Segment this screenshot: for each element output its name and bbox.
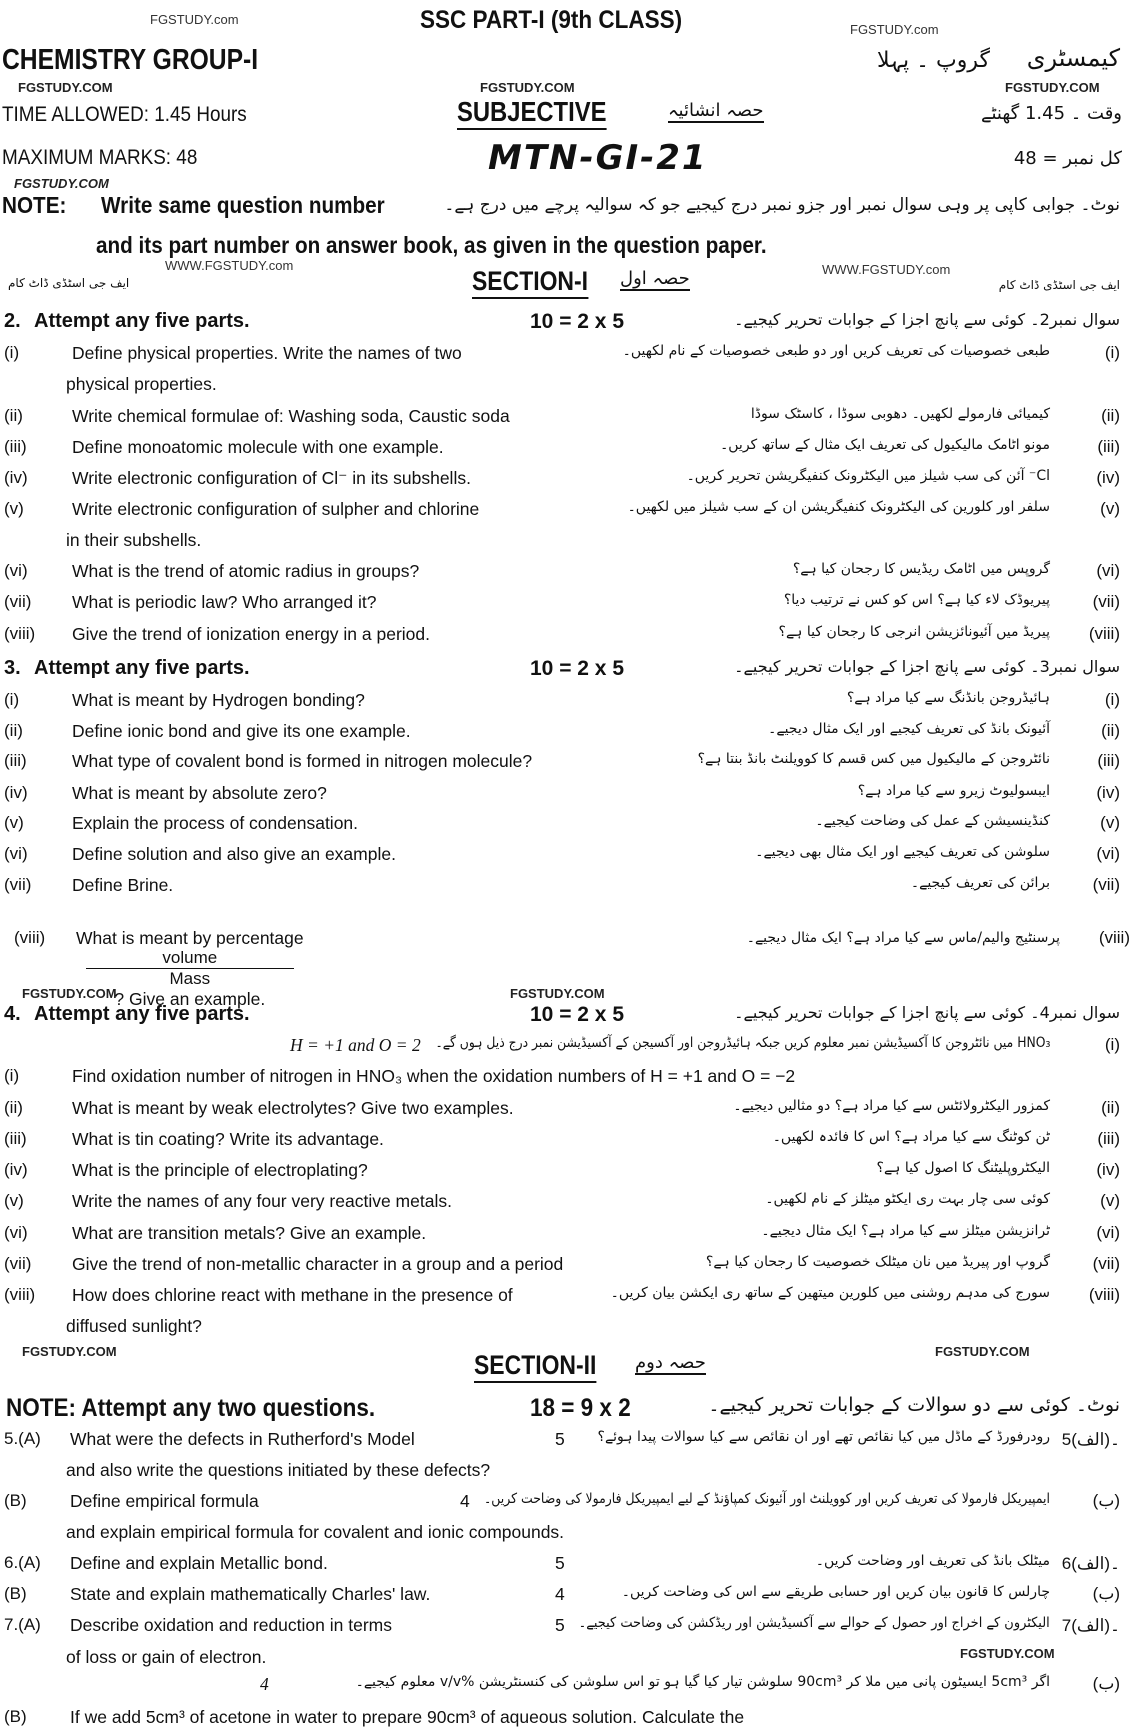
exam-title: SSC PART-I (9th CLASS) — [420, 6, 683, 34]
watermark: FGSTUDY.COM — [960, 1646, 1055, 1661]
question-text-urdu: سوال نمبر4۔ کوئی سے پانچ اجزا کے جوابات تحریر کیجیے۔ — [734, 1003, 1120, 1022]
question-row — [0, 1223, 1130, 1249]
watermark: FGSTUDY.COM — [510, 986, 605, 1001]
fraction — [86, 948, 294, 989]
question-number-urdu-side: (iv) — [1096, 783, 1120, 802]
question-text: Define physical properties. Write the names of two — [72, 343, 462, 363]
question-marks: 10 = 2 x 5 — [530, 1003, 624, 1026]
question-text-urdu: اگر 5cm³ ایسیٹون پانی میں ملا کر 90cm³ سلوشن تیار کیا گیا ہو تو اس سلوشن کی کنسنٹریشن %v/v معلوم کیجیے۔ — [355, 1674, 1050, 1690]
question-number: (vii) — [4, 875, 32, 894]
question-number-urdu-side: 6۔(الف) — [1061, 1554, 1120, 1573]
watermark: FGSTUDY.COM — [22, 986, 117, 1001]
question-text-urdu: کمزور الیکٹرولائٹس سے کیا مراد ہے؟ دو مثالیں دیجیے۔ — [733, 1098, 1050, 1114]
question-text: What were the defects in Rutherford's Model — [70, 1429, 415, 1449]
question-row — [0, 1522, 1130, 1548]
question-marks: 5 — [555, 1553, 565, 1573]
question-number-urdu-side: (viii) — [1088, 624, 1120, 643]
question-text: Write chemical formulae of: Washing soda, Caustic soda — [72, 406, 510, 426]
question-row — [0, 657, 1130, 683]
question-number-urdu-side: (iv) — [1096, 1160, 1120, 1179]
question-text-urdu: مونو اٹامک مالیکیول کی تعریف ایک مثال کے ساتھ کریں۔ — [720, 437, 1050, 453]
question-row — [0, 1460, 1130, 1486]
question-number: (viii) — [4, 1285, 36, 1304]
question-number-urdu-side: (iv) — [1096, 468, 1120, 487]
question-text-urdu: الیکٹرون کے اخراج اور حصول کے حوالے سے آکسیڈیشن اور ریڈکشن کی وضاحت کیجیے۔ — [578, 1615, 1050, 1631]
question-text-urdu: کیمیائی فارمولے لکھیں۔ دھوبی سوڈا ، کاسٹک سوڈا — [750, 406, 1050, 422]
urdu-watermark: ایف جی اسٹڈی ڈاٹ کام — [8, 276, 130, 290]
question-number: (ii) — [4, 721, 23, 740]
question-row — [0, 1707, 1130, 1733]
section-1-title: SECTION-I — [472, 266, 588, 299]
question-text: Explain the process of condensation. — [72, 813, 359, 833]
marks-urdu: کل نمبر = 48 — [1013, 148, 1122, 169]
question-row — [0, 1003, 1130, 1029]
question-row — [0, 561, 1130, 587]
question-text-urdu: کوئی سی چار بہت ری ایکٹو میٹلز کے نام لکھیں۔ — [765, 1191, 1050, 1207]
question-number-urdu-side: (v) — [1100, 499, 1120, 518]
question-number-urdu-side: (viii) — [1088, 1285, 1120, 1304]
question-row — [0, 499, 1130, 525]
question-number: (viii) — [14, 928, 46, 947]
question-number: 7.(A) — [4, 1615, 41, 1634]
question-text: Give the trend of ionization energy in a period. — [72, 624, 430, 644]
question-text: Attempt any five parts. — [34, 1003, 250, 1025]
question-text: Write electronic configuration of Cl⁻ in its subshells. — [72, 468, 471, 488]
question-row — [0, 1098, 1130, 1124]
question-text: Define solution and also give an example. — [72, 844, 396, 864]
question-number-urdu-side: (ب) — [1092, 1674, 1120, 1693]
question-row — [0, 406, 1130, 432]
question-number-urdu-side: 7۔(الف) — [1061, 1616, 1120, 1635]
question-text: diffused sunlight? — [66, 1316, 202, 1336]
question-number: (i) — [4, 343, 20, 362]
question-text: and also write the questions initiated by these defects? — [66, 1460, 491, 1480]
question-row — [0, 1316, 1130, 1342]
question-row — [0, 1553, 1130, 1579]
question-row — [0, 690, 1130, 716]
question-row — [0, 751, 1130, 777]
watermark: WWW.FGSTUDY.com — [822, 262, 951, 277]
question-number-urdu-side: (i) — [1104, 1035, 1120, 1054]
note-label: NOTE: — [2, 192, 67, 218]
question-text-urdu: برائن کی تعریف کیجیے۔ — [910, 875, 1050, 891]
question-text-urdu: HNO₃ میں نائٹروجن کا آکسیڈیشن نمبر معلوم کریں جبکہ ہائیڈروجن اور آکسیجن کے آکسیڈیشن نمبر درج ذیل ہوں گے۔ — [435, 1035, 1050, 1051]
question-number: (iv) — [4, 468, 28, 487]
question-text: physical properties. — [66, 374, 217, 394]
question-row — [0, 721, 1130, 747]
fraction-denominator: Mass — [169, 969, 211, 988]
question-number-urdu-side: (ii) — [1101, 406, 1120, 425]
question-number-urdu-side: (iii) — [1097, 437, 1120, 456]
question-text-urdu: نائٹروجن کے مالیکیول میں کس قسم کا کوویلنٹ بانڈ بنتا ہے؟ — [697, 751, 1050, 767]
question-text-pre: What is meant by percentage — [76, 928, 304, 948]
question-number: (B) — [4, 1707, 27, 1726]
question-text: Define ionic bond and give its one example. — [72, 721, 411, 741]
question-number: (vi) — [4, 844, 28, 863]
watermark: FGSTUDY.COM — [14, 176, 109, 191]
question-text: What is tin coating? Write its advantage. — [72, 1129, 384, 1149]
question-marks: 5 — [555, 1429, 565, 1449]
question-text-urdu: ہائیڈروجن بانڈنگ سے کیا مراد ہے؟ — [846, 690, 1050, 706]
question-text-urdu: طبعی خصوصیات کی تعریف کریں اور دو طبعی خصوصیات کے نام لکھیں۔ — [622, 343, 1050, 359]
question-text — [76, 928, 304, 1009]
question-row — [0, 1191, 1130, 1217]
question-row — [0, 1584, 1130, 1610]
question-row — [0, 343, 1130, 369]
paper-type-urdu: حصہ انشائیہ — [668, 100, 764, 121]
question-text: Write the names of any four very reactive metals. — [72, 1191, 452, 1211]
question-text: Write electronic configuration of sulpher and chlorine — [72, 499, 480, 519]
question-text: How does chlorine react with methane in the presence of — [72, 1285, 513, 1305]
question-text: Find oxidation number of nitrogen in HNO₃ when the oxidation numbers of H = +1 and O = −2 — [72, 1066, 796, 1086]
question-number: (viii) — [4, 624, 36, 643]
question-number: (iv) — [4, 783, 28, 802]
handwritten-code: MTN-GI-21 — [488, 138, 708, 178]
question-text-urdu: رودرفورڈ کے ماڈل میں کیا نقائص تھے اور ان نقائص سے کیا سوالات پیدا ہوئے؟ — [597, 1429, 1050, 1445]
question-row — [0, 1066, 1130, 1092]
time-urdu: وقت ۔ 1.45 گھنٹے — [980, 103, 1122, 124]
section-2-note: NOTE: Attempt any two questions. — [6, 1394, 376, 1422]
question-text: What is meant by Hydrogen bonding? — [72, 690, 365, 710]
question-marks: 10 = 2 x 5 — [530, 310, 624, 333]
urdu-watermark: ایف جی اسٹڈی ڈاٹ کام — [998, 278, 1120, 292]
question-number: (v) — [4, 499, 24, 518]
question-text-urdu: سوال نمبر2۔ کوئی سے پانچ اجزا کے جوابات تحریر کیجیے۔ — [734, 310, 1120, 329]
question-row — [0, 1285, 1130, 1311]
section-1-title-urdu: حصہ اول — [620, 268, 690, 289]
question-number-urdu-side: (ب) — [1092, 1584, 1120, 1603]
question-number-urdu-side: (i) — [1104, 343, 1120, 362]
section-2-title-urdu: حصہ دوم — [635, 1352, 706, 1373]
question-text-urdu: سورج کی مدہم روشنی میں کلورین میتھین کے ساتھ ری ایکشن بیان کریں۔ — [610, 1285, 1050, 1301]
maximum-marks: MAXIMUM MARKS: 48 — [2, 146, 198, 169]
question-text: and explain empirical formula for covalent and ionic compounds. — [66, 1522, 565, 1542]
question-text-urdu: ایبسولیوٹ زیرو سے کیا مراد ہے؟ — [857, 783, 1050, 799]
question-number: (v) — [4, 1191, 24, 1210]
question-row — [0, 1429, 1130, 1455]
question-text-urdu: ٹرانزیشن میٹلز سے کیا مراد ہے؟ ایک مثال دیجیے۔ — [761, 1223, 1050, 1239]
question-number-urdu-side: (ii) — [1101, 721, 1120, 740]
question-number-urdu-side: (iii) — [1097, 1129, 1120, 1148]
question-text-urdu: پرسنٹیج والیم/ماس سے کیا مراد ہے؟ ایک مثال دیجیے۔ — [746, 930, 1060, 946]
question-marks: 4 — [260, 1674, 269, 1694]
question-number-urdu-side: (iii) — [1097, 751, 1120, 770]
question-number-urdu-side: (vii) — [1092, 875, 1120, 894]
note-text-line2: and its part number on answer book, as given in the question paper. — [96, 232, 767, 258]
question-text: What are transition metals? Give an example. — [72, 1223, 427, 1243]
question-number-urdu-side: (vii) — [1092, 592, 1120, 611]
question-row — [0, 1674, 1130, 1700]
question-number: (vi) — [4, 561, 28, 580]
question-text: Define empirical formula — [70, 1491, 259, 1511]
group-urdu: گروپ ۔ پہلا — [877, 48, 990, 73]
question-number-urdu-side: (vii) — [1092, 1254, 1120, 1273]
question-number: (iv) — [4, 1160, 28, 1179]
question-text: Give the trend of non-metallic character in a group and a period — [72, 1254, 564, 1274]
question-row — [0, 1160, 1130, 1186]
question-number: (iii) — [4, 1129, 27, 1148]
paper-type: SUBJECTIVE — [457, 96, 606, 130]
question-text: If we add 5cm³ of acetone in water to prepare 90cm³ of aqueous solution. Calculate the — [70, 1707, 745, 1727]
question-number: (iii) — [4, 437, 27, 456]
question-text: in their subshells. — [66, 530, 202, 550]
question-text: What is meant by absolute zero? — [72, 783, 327, 803]
question-text-urdu: الیکٹروپلیٹنگ کا اصول کیا ہے؟ — [876, 1160, 1050, 1176]
question-number: (ii) — [4, 406, 23, 425]
question-row — [0, 1491, 1130, 1517]
question-marks: H = +1 and O = 2 — [290, 1035, 421, 1055]
question-text-urdu: میٹلک بانڈ کی تعریف اور وضاحت کریں۔ — [815, 1553, 1050, 1569]
question-row — [0, 844, 1130, 870]
watermark: FGSTUDY.com — [850, 22, 939, 37]
question-text-urdu: ایمپیریکل فارمولا کی تعریف کریں اور کوویلنٹ اور آئیونک کمپاؤنڈ کے لیے ایمپیریکل فارمولا کی وضاحت کریں۔ — [484, 1491, 1050, 1507]
question-row — [0, 875, 1130, 901]
question-text: What is periodic law? Who arranged it? — [72, 592, 377, 612]
question-text-post: ? Give an example. — [114, 989, 266, 1009]
note-urdu: نوٹ۔ جوابی کاپی پر وہی سوال نمبر اور جزو نمبر درج کیجیے جو کہ سوالیہ پرچے میں درج ہے۔ — [444, 195, 1120, 215]
question-text: of loss or gain of electron. — [66, 1647, 267, 1667]
question-number: 3. — [4, 657, 21, 679]
question-number-urdu-side: (viii) — [1098, 928, 1130, 947]
question-number: (B) — [4, 1491, 27, 1510]
question-row — [0, 1254, 1130, 1280]
section-2-note-urdu: نوٹ۔ کوئی سے دو سوالات کے جوابات تحریر کیجیے۔ — [708, 1394, 1120, 1416]
question-text-urdu: سلفر اور کلورین کی الیکٹرونک کنفیگریشن ان کے سب شیلز میں لکھیں۔ — [627, 499, 1050, 515]
note-text-line1: Write same question number — [101, 192, 385, 218]
question-text: Describe oxidation and reduction in terms — [70, 1615, 392, 1635]
question-row — [0, 374, 1130, 400]
time-allowed: TIME ALLOWED: 1.45 Hours — [2, 103, 247, 126]
question-text: What is the trend of atomic radius in groups? — [72, 561, 420, 581]
question-number-urdu-side: (ب) — [1092, 1491, 1120, 1510]
question-row — [0, 530, 1130, 556]
question-text-urdu: چارلس کا قانون بیان کریں اور حسابی طریقے سے اس کی وضاحت کریں۔ — [621, 1584, 1050, 1600]
question-row — [0, 1647, 1130, 1673]
question-marks: 5 — [555, 1615, 565, 1635]
question-text-urdu: پیریڈ میں آئیونائزیشن انرجی کا رجحان کیا ہے؟ — [778, 624, 1050, 640]
question-marks: 4 — [460, 1491, 470, 1511]
question-number-urdu-side: (i) — [1104, 690, 1120, 709]
question-text: State and explain mathematically Charles' law. — [70, 1584, 431, 1604]
question-row — [0, 592, 1130, 618]
question-number: (vi) — [4, 1223, 28, 1242]
question-text-urdu: سوال نمبر3۔ کوئی سے پانچ اجزا کے جوابات تحریر کیجیے۔ — [734, 657, 1120, 676]
question-number: (ii) — [4, 1098, 23, 1117]
question-text-urdu: گروپ اور پیریڈ میں نان میٹلک خصوصیت کا رجحان کیا ہے؟ — [705, 1254, 1050, 1270]
question-number-urdu-side: (v) — [1100, 1191, 1120, 1210]
question-row — [0, 1615, 1130, 1641]
question-row — [0, 1035, 1130, 1061]
question-number: 4. — [4, 1003, 21, 1025]
question-row — [0, 624, 1130, 650]
question-text-urdu: گروپس میں اٹامک ریڈیس کا رجحان کیا ہے؟ — [792, 561, 1050, 577]
question-row — [0, 813, 1130, 839]
question-marks: 4 — [555, 1584, 565, 1604]
section-2-title: SECTION-II — [474, 1350, 596, 1383]
question-text-urdu: کنڈینسیشن کے عمل کی وضاحت کیجیے۔ — [815, 813, 1050, 829]
question-text-urdu: آئیونک بانڈ کی تعریف کیجیے اور ایک مثال دیجیے۔ — [768, 721, 1050, 737]
watermark: WWW.FGSTUDY.com — [165, 258, 294, 273]
question-text: What is the principle of electroplating? — [72, 1160, 368, 1180]
question-number: (i) — [4, 1066, 20, 1085]
subject-title: CHEMISTRY GROUP-I — [2, 44, 259, 76]
question-number-urdu-side: (ii) — [1101, 1098, 1120, 1117]
question-number: (B) — [4, 1584, 27, 1603]
question-marks: 10 = 2 x 5 — [530, 657, 624, 680]
question-number: (v) — [4, 813, 24, 832]
question-number: (iii) — [4, 751, 27, 770]
question-number-urdu-side: (vi) — [1096, 561, 1120, 580]
question-number-urdu-side: (v) — [1100, 813, 1120, 832]
question-text: Define Brine. — [72, 875, 174, 895]
question-row — [0, 310, 1130, 336]
watermark: FGSTUDY.COM — [22, 1344, 117, 1359]
question-row — [0, 783, 1130, 809]
question-number: 6.(A) — [4, 1553, 41, 1572]
question-number-urdu-side: 5۔(الف) — [1061, 1430, 1120, 1449]
question-text: Define monoatomic molecule with one example. — [72, 437, 444, 457]
question-row — [0, 468, 1130, 494]
question-number-urdu-side: (vi) — [1096, 844, 1120, 863]
question-text: Attempt any five parts. — [34, 310, 250, 332]
watermark: FGSTUDY.COM — [935, 1344, 1030, 1359]
question-row — [0, 1129, 1130, 1155]
question-text: Define and explain Metallic bond. — [70, 1553, 328, 1573]
question-row — [0, 437, 1130, 463]
watermark: FGSTUDY.com — [150, 12, 239, 27]
question-text-urdu: سلوشن کی تعریف کیجیے اور ایک مثال بھی دیجیے۔ — [755, 844, 1050, 860]
section-2-marks: 18 = 9 x 2 — [530, 1394, 631, 1422]
subject-urdu: کیمسٹری — [1026, 44, 1120, 72]
watermark: FGSTUDY.COM — [480, 80, 575, 95]
question-number: 2. — [4, 310, 21, 332]
question-number: (i) — [4, 690, 20, 709]
question-text: What type of covalent bond is formed in nitrogen molecule? — [72, 751, 533, 771]
fraction-numerator: volume — [86, 948, 294, 969]
watermark: FGSTUDY.COM — [1005, 80, 1100, 95]
question-number-urdu-side: (vi) — [1096, 1223, 1120, 1242]
question-text-urdu: Cl⁻ آئن کی سب شیلز میں الیکٹرونک کنفیگریشن تحریر کریں۔ — [686, 468, 1050, 484]
question-text: What is meant by weak electrolytes? Give two examples. — [72, 1098, 514, 1118]
question-text-urdu: پیریوڈک لاء کیا ہے؟ اس کو کس نے ترتیب دیا؟ — [783, 592, 1050, 608]
question-text: Attempt any five parts. — [34, 657, 250, 679]
question-number: (vii) — [4, 1254, 32, 1273]
watermark: FGSTUDY.COM — [18, 80, 113, 95]
question-number: (vii) — [4, 592, 32, 611]
question-number: 5.(A) — [4, 1429, 41, 1448]
question-text-urdu: ٹن کوٹنگ سے کیا مراد ہے؟ اس کا فائدہ لکھیں۔ — [772, 1129, 1050, 1145]
